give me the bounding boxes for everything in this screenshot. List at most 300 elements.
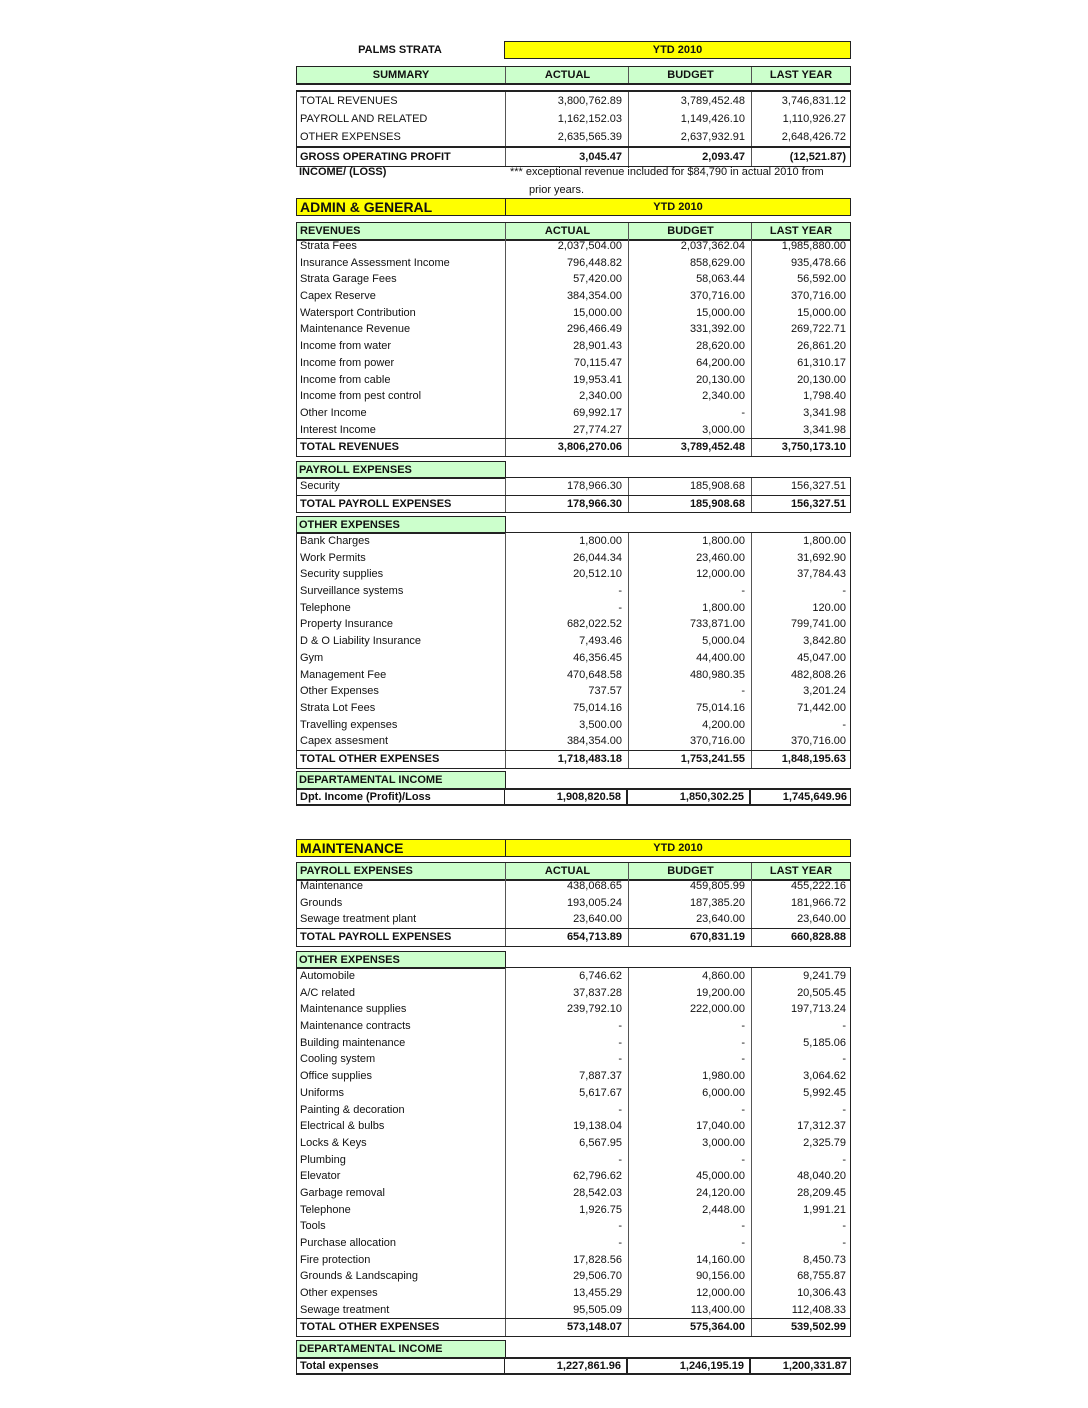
table-row (297, 895, 850, 912)
row-label: Strata Fees (300, 240, 357, 252)
admin-section-banner (296, 198, 851, 216)
last-year-value: 3,750,173.10 (781, 441, 846, 454)
section-title: MAINTENANCE (300, 840, 404, 856)
budget-value: 3,000.00 (702, 1136, 745, 1149)
last-year-value: 56,592.00 (797, 273, 846, 286)
last-year-value: - (842, 1237, 846, 1249)
actual-value: 796,448.82 (566, 256, 622, 269)
row-label: Maintenance contracts (300, 1020, 411, 1033)
last-year-value: 1,991.21 (803, 1203, 846, 1216)
col-last-year: LAST YEAR (751, 223, 850, 239)
row-label: Elevator (300, 1170, 341, 1183)
row-label: Income from cable (300, 373, 391, 386)
row-label: OTHER EXPENSES (300, 131, 401, 143)
actual-value: 46,356.45 (573, 651, 622, 664)
summary-table (296, 90, 851, 167)
actual-value: 75,014.16 (573, 701, 622, 714)
budget-value: 480,980.35 (689, 668, 745, 681)
total-row (297, 928, 850, 946)
budget-value: 15,000.00 (696, 306, 745, 319)
actual-value: 1,227,861.96 (556, 1360, 621, 1372)
table-row (297, 550, 850, 567)
actual-value: - (618, 1036, 622, 1049)
actual-value: - (618, 1220, 622, 1233)
last-year-value: (12,521.87) (789, 151, 846, 163)
actual-value: 1,718,483.18 (557, 752, 622, 765)
budget-value: 19,200.00 (696, 986, 745, 999)
group-header: REVENUES (300, 225, 361, 237)
row-label: Automobile (300, 970, 356, 982)
table-row (297, 388, 850, 405)
row-label: Management Fee (300, 668, 387, 681)
budget-value: 1,246,195.19 (679, 1360, 744, 1372)
last-year-value: 68,755.87 (797, 1270, 846, 1283)
actual-value: 3,500.00 (579, 718, 622, 731)
actual-value: 3,806,270.06 (557, 441, 622, 454)
budget-value: - (741, 1103, 745, 1116)
budget-value: - (741, 685, 745, 698)
budget-value: 23,640.00 (696, 913, 745, 926)
last-year-value: 539,502.99 (790, 1321, 846, 1334)
row-label: Painting & decoration (300, 1103, 405, 1116)
row-label: Maintenance supplies (300, 1003, 407, 1016)
actual-value: 737.57 (588, 685, 622, 698)
table-row (297, 968, 850, 985)
maintenance-other-header: OTHER EXPENSES (296, 951, 506, 969)
summary-header: SUMMARY (372, 69, 430, 81)
budget-value: 12,000.00 (696, 568, 745, 581)
last-year-value: 3,746,831.12 (781, 95, 846, 107)
row-label: Income from water (300, 340, 392, 353)
section-period: YTD 2010 (505, 840, 850, 856)
row-label: Income from power (300, 356, 395, 369)
page-title: PALMS STRATA (358, 44, 442, 56)
actual-value: 28,542.03 (573, 1186, 622, 1199)
row-label: TOTAL PAYROLL EXPENSES (300, 931, 452, 944)
admin-revenues-table (296, 238, 851, 457)
table-row (297, 422, 850, 439)
actual-value: 28,901.43 (573, 340, 622, 353)
last-year-value: 61,310.17 (797, 356, 846, 369)
col-last-year: LAST YEAR (751, 67, 850, 83)
last-year-value: - (842, 1053, 846, 1066)
maintenance-section-banner (296, 839, 851, 857)
table-row (297, 92, 850, 110)
row-label: Uniforms (300, 1086, 345, 1099)
row-label: Security supplies (300, 568, 384, 581)
table-row (297, 1135, 850, 1152)
actual-value: 70,115.47 (573, 356, 622, 369)
table-row (297, 238, 850, 255)
budget-value: 1,850,302.25 (679, 791, 744, 803)
last-year-value: 660,828.88 (790, 931, 846, 944)
actual-value: 193,005.24 (566, 896, 622, 909)
row-label: Telephone (300, 1203, 351, 1216)
last-year-value: 1,985,880.00 (781, 240, 846, 252)
last-year-value: - (842, 1103, 846, 1116)
actual-value: 1,926.75 (579, 1203, 622, 1216)
budget-value: 2,340.00 (702, 390, 745, 403)
table-row (297, 650, 850, 667)
budget-value: 2,637,932.91 (680, 131, 745, 143)
budget-value: - (741, 1053, 745, 1066)
total-row (297, 1318, 850, 1336)
table-row (297, 683, 850, 700)
budget-value: 58,063.44 (696, 273, 745, 286)
last-year-value: 48,040.20 (797, 1170, 846, 1183)
row-label: Dpt. Income (Profit)/Loss (300, 791, 431, 803)
budget-value: 4,860.00 (702, 970, 745, 982)
last-year-value: 120.00 (812, 601, 846, 614)
last-year-value: - (842, 718, 846, 731)
actual-value: 178,966.30 (566, 480, 622, 492)
row-label: Other Income (300, 406, 367, 419)
actual-value: - (618, 1020, 622, 1033)
last-year-value: 45,047.00 (797, 651, 846, 664)
total-row (297, 438, 850, 456)
row-label: Gym (300, 651, 324, 664)
table-row (297, 1268, 850, 1285)
last-year-value: 181,966.72 (790, 896, 846, 909)
budget-value: 3,000.00 (702, 423, 745, 436)
row-label: Purchase allocation (300, 1237, 397, 1249)
last-year-value: 197,713.24 (790, 1003, 846, 1016)
admin-other-table (296, 532, 851, 769)
table-row (297, 533, 850, 550)
budget-value: 858,629.00 (689, 256, 745, 269)
budget-value: - (741, 406, 745, 419)
budget-value: 45,000.00 (696, 1170, 745, 1183)
last-year-value: 3,341.98 (803, 406, 846, 419)
last-year-value: 5,992.45 (803, 1086, 846, 1099)
table-row (297, 1235, 850, 1252)
last-year-value: 156,327.51 (790, 480, 846, 492)
maintenance-other-table (296, 967, 851, 1337)
col-last-year: LAST YEAR (751, 863, 850, 879)
row-label: Watersport Contribution (300, 306, 416, 319)
actual-value: 1,162,152.03 (557, 113, 622, 125)
actual-value: 17,828.56 (573, 1253, 622, 1266)
actual-value: - (618, 1103, 622, 1116)
actual-value: 7,887.37 (579, 1070, 622, 1083)
last-year-value: 370,716.00 (790, 290, 846, 303)
table-row (297, 1185, 850, 1202)
row-label: Surveillance systems (300, 585, 404, 598)
budget-value: 5,000.04 (702, 635, 745, 648)
table-row (297, 338, 850, 355)
last-year-value: 370,716.00 (790, 735, 846, 748)
table-row (297, 1018, 850, 1035)
row-label: GROSS OPERATING PROFIT (300, 151, 451, 163)
last-year-value: - (842, 585, 846, 598)
budget-value: 575,364.00 (689, 1321, 745, 1334)
row-label: Locks & Keys (300, 1136, 367, 1149)
table-row (297, 911, 850, 928)
budget-value: 1,980.00 (702, 1070, 745, 1083)
last-year-value: 9,241.79 (803, 970, 846, 982)
budget-value: 1,149,426.10 (680, 113, 745, 125)
actual-value: 95,505.09 (573, 1303, 622, 1316)
table-row (297, 700, 850, 717)
table-row (297, 733, 850, 750)
last-year-value: 799,741.00 (790, 618, 846, 631)
row-label: Income from pest control (300, 390, 422, 403)
last-year-value: 935,478.66 (790, 256, 846, 269)
budget-value: 90,156.00 (696, 1270, 745, 1283)
budget-value: 370,716.00 (689, 290, 745, 303)
table-row (297, 1202, 850, 1219)
actual-value: - (618, 601, 622, 614)
row-label: Tools (300, 1220, 326, 1233)
row-label: Capex Reserve (300, 290, 376, 303)
actual-value: 69,992.17 (573, 406, 622, 419)
row-label: Electrical & bulbs (300, 1120, 385, 1133)
table-row (297, 1085, 850, 1102)
row-label: Bank Charges (300, 535, 370, 547)
table-row (297, 128, 850, 146)
last-year-value: 269,722.71 (790, 323, 846, 336)
actual-value: 438,068.65 (566, 880, 622, 892)
row-label: Garbage removal (300, 1186, 385, 1199)
budget-value: 6,000.00 (702, 1086, 745, 1099)
last-year-value: 23,640.00 (797, 913, 846, 926)
last-year-value: 3,064.62 (803, 1070, 846, 1083)
budget-value: 2,093.47 (702, 151, 745, 163)
period-banner: YTD 2010 (504, 41, 851, 59)
budget-value: 3,789,452.48 (680, 441, 745, 454)
section-period: YTD 2010 (505, 199, 850, 215)
last-year-value: 3,341.98 (803, 423, 846, 436)
last-year-value: 1,848,195.63 (781, 752, 846, 765)
actual-value: 1,908,820.58 (556, 791, 621, 803)
table-row (297, 1252, 850, 1269)
col-actual: ACTUAL (505, 863, 629, 879)
last-year-value: 8,450.73 (803, 1253, 846, 1266)
last-year-value: - (842, 1020, 846, 1033)
budget-value: 459,805.99 (689, 880, 745, 892)
actual-value: 23,640.00 (573, 913, 622, 926)
row-label: Maintenance Revenue (300, 323, 411, 336)
actual-value: 19,953.41 (573, 373, 622, 386)
footnote-line-2: prior years. (529, 184, 585, 196)
table-row (297, 110, 850, 128)
actual-value: 2,635,565.39 (557, 131, 622, 143)
last-year-value: 71,442.00 (797, 701, 846, 714)
last-year-value: 1,800.00 (803, 535, 846, 547)
actual-value: 296,466.49 (566, 323, 622, 336)
budget-value: - (741, 1237, 745, 1249)
budget-value: 2,448.00 (702, 1203, 745, 1216)
row-label: Telephone (300, 601, 351, 614)
last-year-value: 1,200,331.87 (782, 1360, 847, 1372)
budget-value: 14,160.00 (696, 1253, 745, 1266)
table-row (297, 717, 850, 734)
budget-value: 185,908.68 (689, 497, 745, 510)
row-label: Strata Lot Fees (300, 701, 376, 714)
budget-value: 187,385.20 (689, 896, 745, 909)
row-label: Work Permits (300, 551, 366, 564)
table-row (297, 1001, 850, 1018)
actual-value: 3,800,762.89 (557, 95, 622, 107)
actual-value: 239,792.10 (566, 1003, 622, 1016)
row-label: Travelling expenses (300, 718, 398, 731)
last-year-value: - (842, 1153, 846, 1166)
budget-value: 17,040.00 (696, 1120, 745, 1133)
table-row (297, 1285, 850, 1302)
budget-value: - (741, 585, 745, 598)
row-label: A/C related (300, 986, 356, 999)
actual-value: 682,022.52 (566, 618, 622, 631)
row-label: Interest Income (300, 423, 376, 436)
actual-value: 384,354.00 (566, 735, 622, 748)
actual-value: 62,796.62 (573, 1170, 622, 1183)
row-label: Total expenses (300, 1360, 379, 1372)
budget-value: 4,200.00 (702, 718, 745, 731)
actual-value: 178,966.30 (566, 497, 622, 510)
actual-value: 57,420.00 (573, 273, 622, 286)
table-row (297, 255, 850, 272)
last-year-value: 1,110,926.27 (782, 113, 846, 125)
budget-value: 75,014.16 (696, 701, 745, 714)
actual-value: 37,837.28 (573, 986, 622, 999)
table-row (297, 667, 850, 684)
last-year-value: 26,861.20 (797, 340, 846, 353)
table-row (297, 566, 850, 583)
row-label: Grounds (300, 896, 343, 909)
actual-value: - (618, 1237, 622, 1249)
actual-value: 573,148.07 (566, 1321, 622, 1334)
table-row (297, 1302, 850, 1319)
actual-value: 470,648.58 (566, 668, 622, 681)
footnote-line-1: *** exceptional revenue included for $84,790 in actual 2010 from (510, 166, 824, 178)
actual-value: 3,045.47 (579, 151, 622, 163)
row-label: D & O Liability Insurance (300, 635, 422, 648)
row-label: Other Expenses (300, 685, 379, 698)
summary-total-row (297, 146, 850, 166)
budget-value: 2,037,362.04 (680, 240, 745, 252)
last-year-value: 28,209.45 (797, 1186, 846, 1199)
admin-payroll-header: PAYROLL EXPENSES (296, 461, 506, 479)
actual-value: 384,354.00 (566, 290, 622, 303)
last-year-value: 482,808.26 (790, 668, 846, 681)
table-row (297, 1051, 850, 1068)
last-year-value: 2,648,426.72 (781, 131, 846, 143)
actual-value: 27,774.27 (573, 423, 622, 436)
actual-value: - (618, 1053, 622, 1066)
table-row (297, 1168, 850, 1185)
last-year-value: 15,000.00 (797, 306, 846, 319)
actual-value: 6,746.62 (579, 970, 622, 982)
last-year-value: 1,745,649.96 (782, 791, 847, 803)
row-label: TOTAL REVENUES (300, 95, 398, 107)
section-title: ADMIN & GENERAL (300, 199, 433, 215)
table-row (297, 405, 850, 422)
last-year-value: 1,798.40 (803, 390, 846, 403)
summary-header-row (296, 66, 851, 85)
last-year-value: 20,130.00 (797, 373, 846, 386)
budget-value: 370,716.00 (689, 735, 745, 748)
actual-value: 15,000.00 (573, 306, 622, 319)
table-row (297, 355, 850, 372)
last-year-value: 17,312.37 (797, 1120, 846, 1133)
table-row (297, 1118, 850, 1135)
row-label: Security (300, 480, 340, 492)
maintenance-dept-header: DEPARTAMENTAL INCOME (296, 1340, 506, 1358)
actual-value: 6,567.95 (579, 1136, 622, 1149)
budget-value: - (741, 1036, 745, 1049)
budget-value: - (741, 1153, 745, 1166)
row-label: Office supplies (300, 1070, 372, 1083)
actual-value: 2,037,504.00 (557, 240, 622, 252)
last-year-value: 20,505.45 (797, 986, 846, 999)
budget-value: 24,120.00 (696, 1186, 745, 1199)
budget-value: 3,789,452.48 (680, 95, 745, 107)
last-year-value: 156,327.51 (790, 497, 846, 510)
actual-value: 20,512.10 (573, 568, 622, 581)
admin-payroll-table (296, 477, 851, 513)
row-label: Other expenses (300, 1287, 378, 1300)
last-year-value: 2,325.79 (803, 1136, 846, 1149)
table-row (297, 616, 850, 633)
row-label: Sewage treatment (300, 1303, 390, 1316)
total-row (297, 495, 850, 513)
budget-value: 1,753,241.55 (680, 752, 745, 765)
table-row (297, 321, 850, 338)
row-label: Cooling system (300, 1053, 376, 1066)
table-row (297, 1152, 850, 1169)
budget-value: 12,000.00 (696, 1287, 745, 1300)
col-actual: ACTUAL (505, 223, 629, 239)
actual-value: 29,506.70 (573, 1270, 622, 1283)
actual-value: 26,044.34 (573, 551, 622, 564)
last-year-value: 3,842.80 (803, 635, 846, 648)
actual-value: 654,713.89 (566, 931, 622, 944)
budget-value: 1,800.00 (702, 535, 745, 547)
last-year-value: - (842, 1220, 846, 1233)
actual-value: 19,138.04 (573, 1120, 622, 1133)
budget-value: 331,392.00 (689, 323, 745, 336)
col-budget: BUDGET (628, 67, 752, 83)
table-row (297, 1068, 850, 1085)
table-row (297, 600, 850, 617)
actual-value: 7,493.46 (579, 635, 622, 648)
maintenance-payroll-table (296, 878, 851, 947)
budget-value: 44,400.00 (696, 651, 745, 664)
last-year-value: 455,222.16 (790, 880, 846, 892)
budget-value: 1,800.00 (702, 601, 745, 614)
table-row (297, 478, 850, 495)
row-label: TOTAL OTHER EXPENSES (300, 752, 440, 765)
table-row (297, 288, 850, 305)
last-year-value: 5,185.06 (803, 1036, 846, 1049)
table-row (297, 878, 850, 895)
table-row (297, 271, 850, 288)
col-budget: BUDGET (628, 863, 752, 879)
row-label: Property Insurance (300, 618, 393, 631)
row-label: PAYROLL AND RELATED (300, 113, 428, 125)
admin-other-header: OTHER EXPENSES (296, 516, 506, 534)
actual-value: 1,800.00 (579, 535, 622, 547)
actual-value: 5,617.67 (579, 1086, 622, 1099)
budget-value: 670,831.19 (689, 931, 745, 944)
last-year-value: 112,408.33 (791, 1303, 846, 1316)
budget-value: 185,908.68 (689, 480, 745, 492)
admin-dept-header: DEPARTAMENTAL INCOME (296, 771, 506, 789)
budget-value: 222,000.00 (689, 1003, 745, 1016)
budget-value: 23,460.00 (696, 551, 745, 564)
income-loss-label: INCOME/ (LOSS) (299, 166, 387, 178)
table-row (297, 305, 850, 322)
